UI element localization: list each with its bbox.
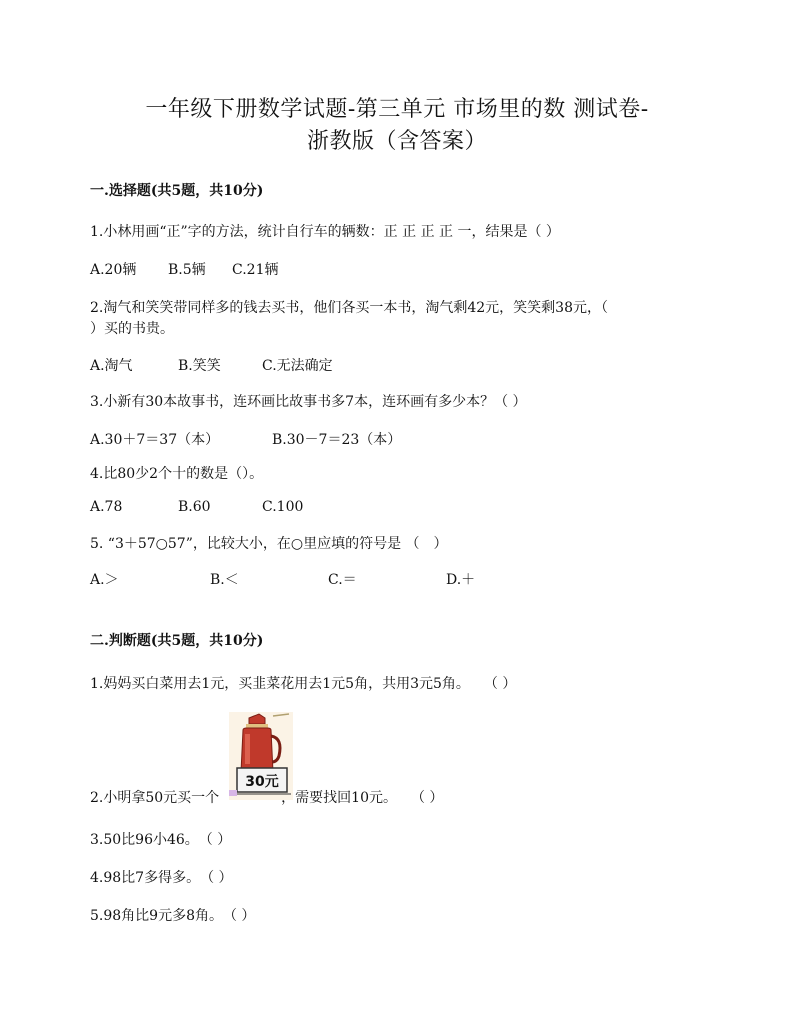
- page-title-line2: 浙教版（含答案）: [306, 129, 487, 154]
- question-2-3: 3.50比96小46。 （ ）: [90, 832, 232, 848]
- question-1-4: 4.比80少2个十的数是（）。: [90, 466, 264, 482]
- question-2-2: [90, 787, 443, 807]
- option-1-3-b: B.30－7＝23（本）: [272, 432, 402, 448]
- question-2-2-after: ，需要找回10元。 （ ）: [281, 790, 444, 806]
- question-1-3: 3.小新有30本故事书，连环画比故事书多7本，连环画有多少本？（ ）: [90, 394, 527, 410]
- option-1-1-c: C.21辆: [232, 262, 279, 278]
- option-1-5-d: D.＋: [446, 572, 476, 588]
- option-1-2-c: C.无法确定: [262, 358, 333, 374]
- question-1-2-line2: ）买的书贵。: [90, 321, 174, 337]
- option-1-2-b: B.笑笑: [178, 358, 221, 374]
- question-2-2-before: 2.小明拿50元买一个: [90, 790, 220, 806]
- question-1-1: 1.小林用画“正”字的方法，统计自行车的辆数：正 正 正 正 一，结果是（ ）: [90, 224, 560, 240]
- option-1-5-c: C.＝: [328, 572, 357, 588]
- question-2-1: 1.妈妈买白菜用去1元，买韭菜花用去1元5角，共用3元5角。 （ ）: [90, 676, 517, 692]
- section2-heading: 二.判断题(共5题，共10分): [90, 633, 264, 649]
- option-1-1-b: B.5辆: [168, 262, 206, 278]
- option-1-3-a: A.30＋7＝37（本）: [90, 432, 220, 448]
- question-1-5: 5. “3＋57○57”，比较大小，在○里应填的符号是 （ ）: [90, 536, 448, 552]
- page-title-line1: 一年级下册数学试题-第三单元 市场里的数 测试卷-: [145, 97, 649, 122]
- option-1-4-a: A.78: [90, 499, 123, 515]
- section1-heading: 一.选择题(共5题，共10分): [90, 183, 264, 199]
- option-1-1-a: A.20辆: [90, 262, 137, 278]
- option-1-4-b: B.60: [178, 499, 211, 515]
- option-1-5-a: A.＞: [90, 572, 119, 588]
- question-1-2-line1: 2.淘气和笑笑带同样多的钱去买书，他们各买一本书，淘气剩42元，笑笑剩38元，（: [90, 300, 608, 316]
- option-1-4-c: C.100: [262, 499, 304, 515]
- question-2-4: 4.98比7多得多。 （ ）: [90, 870, 233, 886]
- question-2-5: 5.98角比9元多8角。 （ ）: [90, 908, 256, 924]
- price-tag-label: 30元: [245, 774, 279, 790]
- option-1-5-b: B.＜: [210, 572, 239, 588]
- option-1-2-a: A.淘气: [90, 358, 133, 374]
